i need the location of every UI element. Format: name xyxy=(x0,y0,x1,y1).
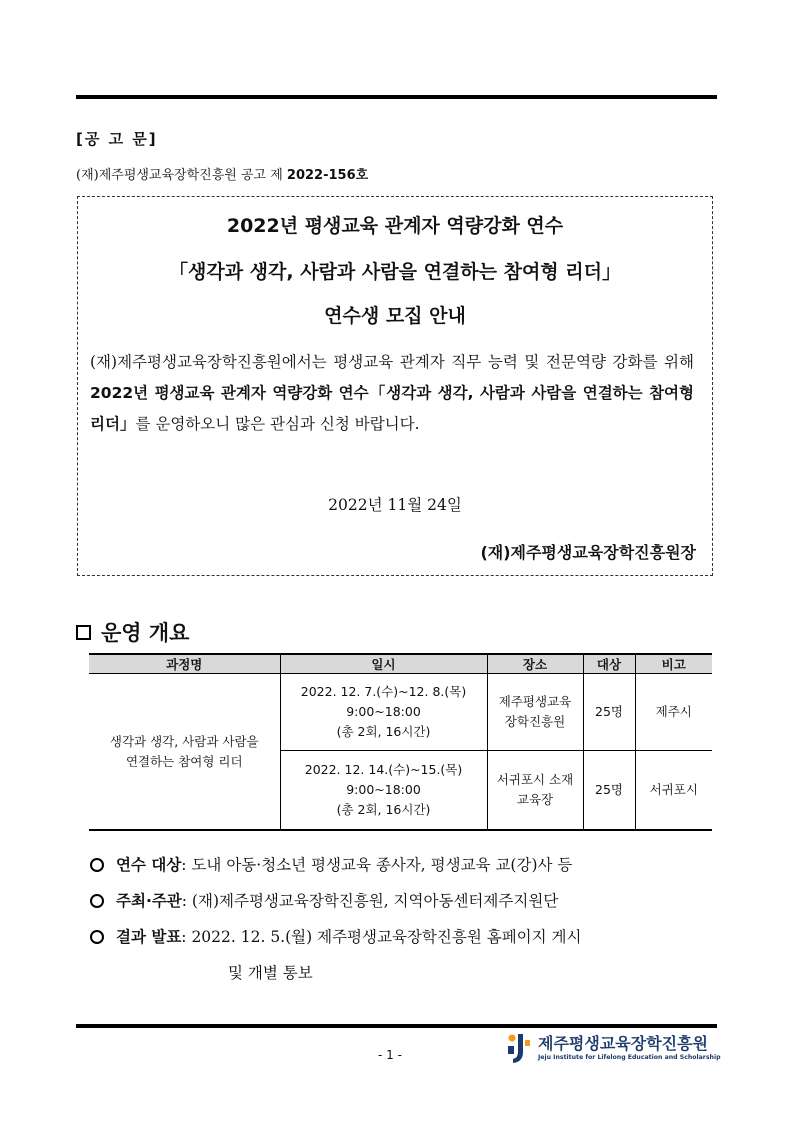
date-cell xyxy=(280,751,487,831)
target-cell: 25명 xyxy=(583,674,635,751)
top-rule xyxy=(76,95,717,99)
date-line1: 2022. 12. 14.(수)~15.(목) xyxy=(304,762,463,777)
announcement-title-line3: 연수생 모집 안내 xyxy=(324,305,466,327)
checkbox-square-icon xyxy=(76,625,91,640)
institute-logo-mark-icon xyxy=(506,1032,532,1066)
bullet-label: 주최·주관 xyxy=(116,892,182,910)
bullet-label: 연수 대상 xyxy=(116,856,182,874)
date-line3: (총 2회, 16시간) xyxy=(336,802,431,817)
announcement-issuer: (재)제주평생교육장학진흥원장 xyxy=(480,543,696,562)
table-row xyxy=(89,674,712,751)
bullet-result-continuation: 및 개별 통보 xyxy=(228,964,313,982)
date-cell xyxy=(280,674,487,751)
overview-table xyxy=(89,653,712,831)
header-course: 과정명 xyxy=(89,654,280,674)
place-cell xyxy=(487,674,583,751)
section-title-text: 운영 개요 xyxy=(101,621,190,645)
header-date: 일시 xyxy=(280,654,487,674)
notice-number xyxy=(76,164,368,183)
course-name-line2: 연결하는 참여형 리더 xyxy=(125,753,243,769)
logo-name-korean: 제주평생교육장학진흥원 xyxy=(538,1034,709,1053)
institute-logo xyxy=(506,1032,721,1066)
announcement-title-line2: 「생각과 생각, 사람과 사람을 연결하는 참여형 리더」 xyxy=(169,261,621,283)
logo-name-english: Jeju Institute for Lifelong Education and Scholarship xyxy=(538,1054,721,1061)
bullet-host xyxy=(90,883,716,919)
place-line1: 서귀포시 소재 xyxy=(496,772,574,787)
date-line2: 9:00~18:00 xyxy=(346,782,421,797)
note-cell: 제주시 xyxy=(635,674,712,751)
page-number: - 1 - xyxy=(378,1048,402,1062)
announcement-body xyxy=(90,347,694,440)
circle-bullet-icon xyxy=(90,858,104,872)
date-line3: (총 2회, 16시간) xyxy=(336,724,431,739)
announcement-title-line1: 2022년 평생교육 관계자 역량강화 연수 xyxy=(226,215,564,237)
bullet-training-target xyxy=(90,847,716,883)
section-title-overview xyxy=(76,617,189,647)
circle-bullet-icon xyxy=(90,930,104,944)
bullet-list xyxy=(90,847,716,991)
bullet-text: : 2022. 12. 5.(월) 제주평생교육장학진흥원 홈페이지 게시 xyxy=(181,928,582,946)
course-name-line1: 생각과 생각, 사람과 사람을 xyxy=(109,733,259,749)
header-note: 비고 xyxy=(635,654,712,674)
place-line1: 제주평생교육 xyxy=(498,694,572,709)
announcement-box xyxy=(77,196,713,576)
overview-table-wrap xyxy=(89,653,712,831)
notice-prefix: (재)제주평생교육장학진흥원 공고 제 xyxy=(76,168,287,183)
notice-label: [공 고 문] xyxy=(76,130,158,148)
notice-number-value: 2022-156호 xyxy=(286,168,369,183)
date-line2: 9:00~18:00 xyxy=(346,704,421,719)
header-target: 대상 xyxy=(583,654,635,674)
bullet-text: : (재)제주평생교육장학진흥원, 지역아동센터제주지원단 xyxy=(181,892,559,910)
place-line2: 교육장 xyxy=(516,792,554,807)
course-name-cell xyxy=(89,674,280,831)
place-cell xyxy=(487,751,583,831)
target-cell: 25명 xyxy=(583,751,635,831)
place-line2: 장학진흥원 xyxy=(504,714,566,729)
header-place: 장소 xyxy=(487,654,583,674)
body-bold: 2022년 평생교육 관계자 역량강화 연수「생각과 생각, 사람과 사람을 연결하는 참여형 리더」 xyxy=(90,384,694,433)
note-cell: 서귀포시 xyxy=(635,751,712,831)
bullet-text: : 도내 아동·청소년 평생교육 종사자, 평생교육 교(강)사 등 xyxy=(181,856,573,874)
date-line1: 2022. 12. 7.(수)~12. 8.(목) xyxy=(300,684,467,699)
table-header-row xyxy=(89,654,712,674)
bullet-label: 결과 발표 xyxy=(116,928,182,946)
bullet-result xyxy=(90,919,716,955)
circle-bullet-icon xyxy=(90,894,104,908)
announcement-date: 2022년 11월 24일 xyxy=(328,496,462,514)
bottom-rule xyxy=(76,1024,717,1028)
body-part1: (재)제주평생교육장학진흥원에서는 평생교육 관계자 직무 능력 및 전문역량 강화를 위해 xyxy=(90,353,694,371)
body-part2: 를 운영하오니 많은 관심과 신청 바랍니다. xyxy=(135,415,420,433)
